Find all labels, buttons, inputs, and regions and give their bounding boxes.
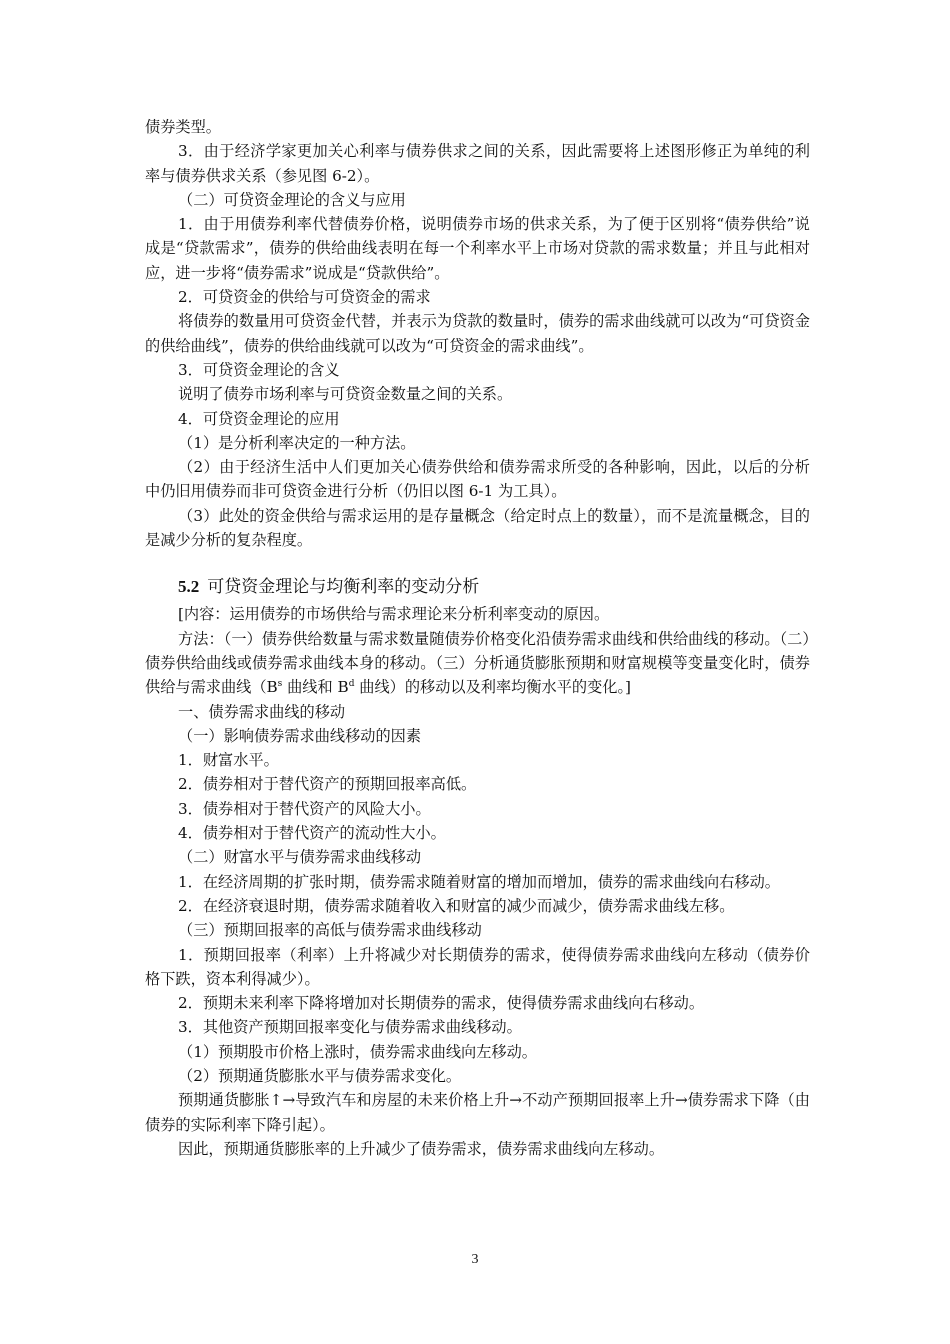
paragraph: 2．可贷资金的供给与可贷资金的需求 [178,288,431,307]
superscript-s: s [277,679,283,690]
page-number: 3 [471,1252,479,1267]
paragraph: （三）预期回报率的高低与债券需求曲线移动 [178,921,482,940]
section-spacer [145,552,810,574]
method-note-part1: 方法：（一）债券供给数量与需求数量随债券价格变化沿债券需求曲线和供给曲线的移动。（二）债券供给曲线或债券需求曲线本身的移动。（三）分析通货膨胀预期和财富规模等变量变化时，债券供给与需求曲线（B [145,629,810,697]
paragraph: 4．债券相对于替代资产的流动性大小。 [178,824,446,843]
content-note: [内容：运用债券的市场供给与需求理论来分析利率变动的原因。 [178,605,610,624]
paragraph: 1．由于用债券利率代替债券价格，说明债券市场的供求关系，为了便于区别将“债券供给”说成是“贷款需求”，债券的供给曲线表明在每一个利率水平上市场对贷款的需求数量；并且与此相对应，进一步将“债券需求”说成是“贷款供给”。 [145,215,810,282]
paragraph: 3．可贷资金理论的含义 [178,360,340,379]
paragraph: （1）预期股市价格上涨时，债券需求曲线向左移动。 [178,1042,537,1061]
paragraph: 2．在经济衰退时期，债券需求随着收入和财富的减少而减少，债券需求曲线左移。 [178,896,735,915]
paragraph: （二）可贷资金理论的含义与应用 [178,190,406,209]
paragraph: （2）由于经济生活中人们更加关心债券供给和债券需求所受的各种影响，因此，以后的分析中仍旧用债券而非可贷资金进行分析（仍旧以图 6-1 为工具）。 [145,458,810,501]
paragraph: （1）是分析利率决定的一种方法。 [178,433,416,452]
paragraph: 债券类型。 [145,118,221,136]
method-note-part3: 曲线）的移动以及利率均衡水平的变化。] [354,678,631,697]
paragraph: 预期通货膨胀↑→导致汽车和房屋的未来价格上升→不动产预期回报率上升→债券需求下降（由债券的实际利率下降引起）。 [145,1091,810,1134]
section-heading [145,574,810,600]
paragraph: （3）此处的资金供给与需求运用的是存量概念（给定时点上的数量），而不是流量概念，目的是减少分析的复杂程度。 [145,506,810,550]
paragraph: （二）财富水平与债券需求曲线移动 [178,848,421,867]
paragraph: 2．预期未来利率下降将增加对长期债券的需求，使得债券需求曲线向右移动。 [178,994,705,1013]
page-body [145,115,810,1161]
paragraph: 因此，预期通货膨胀率的上升减少了债券需求，债券需求曲线向左移动。 [178,1139,664,1158]
paragraph: 将债券的数量用可贷资金代替，并表示为贷款的数量时，债券的需求曲线就可以改为“可贷资金的供给曲线”，债券的供给曲线就可以改为“可贷资金的需求曲线”。 [145,312,810,355]
method-note-part2: 曲线和 B [282,678,349,697]
paragraph: 2．债券相对于替代资产的预期回报率高低。 [178,775,477,794]
paragraph: 1．预期回报率（利率）上升将减少对长期债券的需求，使得债券需求曲线向左移动（债券价格下跌，资本利得减少）。 [145,945,810,988]
paragraph: 3．由于经济学家更加关心利率与债券供求之间的关系，因此需要将上述图形修正为单纯的利率与债券供求关系（参见图 6-2）。 [145,142,810,185]
paragraph: 3．债券相对于替代资产的风险大小。 [178,799,431,818]
paragraph: 4．可贷资金理论的应用 [178,409,340,428]
paragraph: 说明了债券市场利率与可贷资金数量之间的关系。 [178,385,513,404]
text-block-before-section [145,115,810,552]
paragraph: （一）影响债券需求曲线移动的因素 [178,726,421,745]
paragraph: 3．其他资产预期回报率变化与债券需求曲线移动。 [178,1018,522,1037]
paragraph: 一、债券需求曲线的移动 [178,702,346,721]
section-number: 5.2 [178,577,200,597]
method-note [145,627,810,700]
section-title-text: 可贷资金理论与均衡利率的变动分析 [207,577,480,598]
paragraph: 1．在经济周期的扩张时期，债券需求随着财富的增加而增加，债券的需求曲线向右移动。 [178,872,780,891]
superscript-d: d [348,679,355,690]
paragraph: （2）预期通货膨胀水平与债券需求变化。 [178,1066,462,1085]
paragraph: 1．财富水平。 [178,751,279,770]
text-block-after-section [145,700,810,1162]
